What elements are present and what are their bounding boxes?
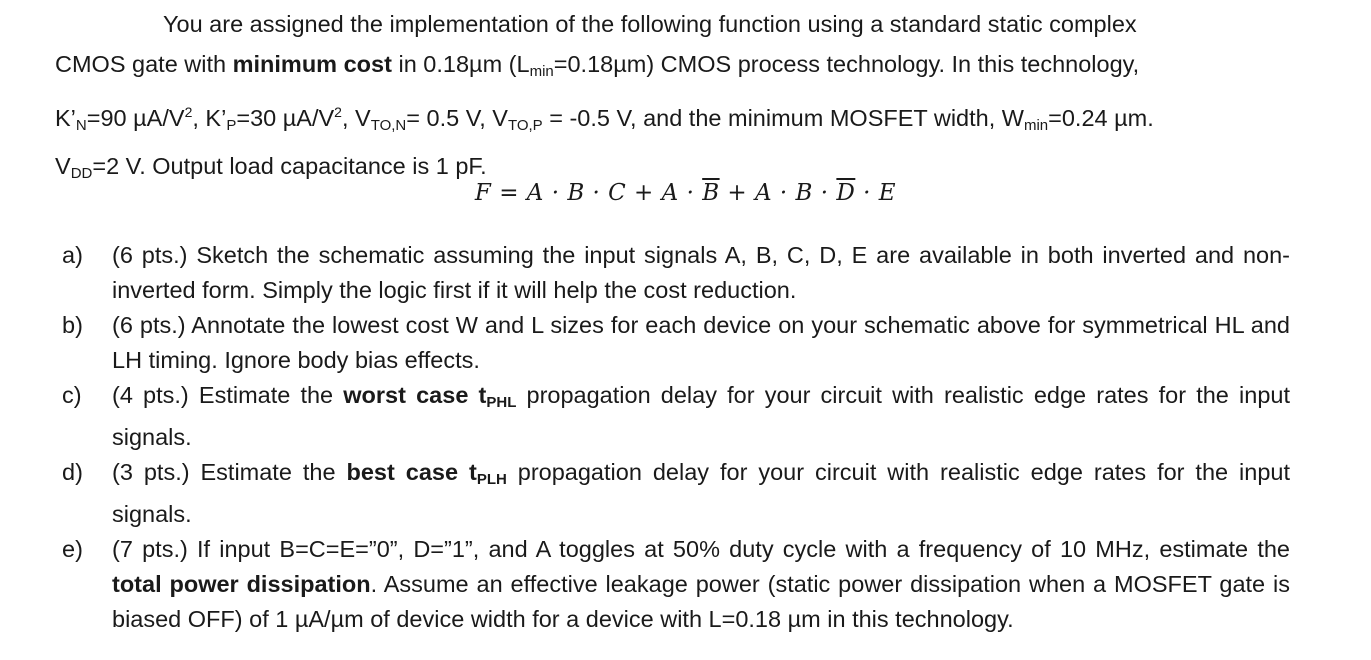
question-text: (6 pts.) Sketch the schematic assuming the input signals A, B, C, D, E are available in both inverted and non-inverted form. Simply the logic first if it will help the cost reduction. (112, 242, 1290, 303)
intro-text: = 0.5 V, V (406, 105, 508, 131)
intro-line-3 (55, 92, 1290, 146)
intro-text: , V (341, 105, 371, 131)
equation-complement: $\overline{B}$ (702, 180, 720, 206)
intro-text: CMOS gate with (55, 51, 233, 77)
question-d (62, 455, 1290, 532)
question-label: b) (62, 312, 83, 338)
question-label: d) (62, 459, 83, 485)
question-text-run: . Assume an effective leakage power (static power dissipation when a MOSFET gate is biased OFF) of 1 µA/µm of device width for a device with L=0.18 µm in this technology. (112, 571, 1290, 632)
question-text-run: (4 pts.) Estimate the (112, 382, 344, 408)
total-power-emphasis: total power dissipation (112, 571, 371, 597)
intro-line-2 (55, 44, 1290, 92)
equation-term: F = A · B · C + A · (474, 180, 703, 206)
question-label: a) (62, 242, 83, 268)
equation-term: + A · B · (719, 180, 837, 206)
question-c (62, 378, 1290, 455)
question-text-run: propagation delay for your circuit with realistic edge rates for the input signals. (112, 382, 1290, 450)
equation-complement: $\overline{D}$ (836, 180, 856, 206)
equation-term: · E (855, 180, 897, 206)
subscript: TO,N (370, 117, 407, 134)
question-text: (6 pts.) Annotate the lowest cost W and L sizes for each device on your schematic above for symmetrical HL and LH timing. Ignore body bias effects. (112, 312, 1290, 373)
superscript: 2 (334, 104, 342, 120)
subscript: DD (70, 165, 93, 182)
boolean-equation (0, 180, 1371, 206)
question-label: e) (62, 536, 83, 562)
intro-text: =2 V. Output load capacitance is 1 pF. (92, 153, 487, 179)
question-b (62, 308, 1290, 378)
intro-text: , K’ (192, 105, 227, 131)
question-a (62, 238, 1290, 308)
question-text (112, 455, 1290, 532)
intro-text: You are assigned the implementation of the following function using a standard static complex (163, 11, 1137, 37)
intro-line-1 (55, 4, 1290, 44)
question-text-run: (3 pts.) Estimate the (112, 459, 347, 485)
subscript: TO,P (507, 117, 543, 134)
question-list (62, 238, 1290, 637)
worst-case-emphasis: worst case t (343, 382, 487, 408)
intro-text: K’ (55, 105, 76, 131)
intro-text: =0.24 µm. (1048, 105, 1154, 131)
problem-statement (55, 4, 1290, 194)
subscript: N (75, 117, 87, 134)
subscript: PHL (486, 394, 517, 411)
question-text (112, 378, 1290, 455)
subscript: P (226, 117, 237, 134)
intro-text: =0.18µm) CMOS process technology. In this technology, (553, 51, 1140, 77)
question-text-run: propagation delay for your circuit with realistic edge rates for the input signals. (112, 459, 1291, 527)
intro-text: = -0.5 V, and the minimum MOSFET width, W (542, 105, 1024, 131)
intro-text: in 0.18µm (L (391, 51, 530, 77)
best-case-emphasis: best case t (346, 459, 477, 485)
intro-text: =90 µA/V (86, 105, 185, 131)
subscript: min (529, 63, 554, 80)
subscript: PLH (476, 471, 507, 488)
subscript: min (1023, 117, 1049, 134)
question-text-run: (7 pts.) If input B=C=E=”0”, D=”1”, and A toggles at 50% duty cycle with a frequency of 10 MHz, estimate the (112, 536, 1290, 562)
question-text (112, 532, 1290, 637)
question-label: c) (62, 382, 82, 408)
intro-text: =30 µA/V (236, 105, 335, 131)
intro-text: V (55, 153, 71, 179)
question-e (62, 532, 1290, 637)
minimum-cost-emphasis: minimum cost (232, 51, 392, 77)
superscript: 2 (184, 104, 193, 120)
